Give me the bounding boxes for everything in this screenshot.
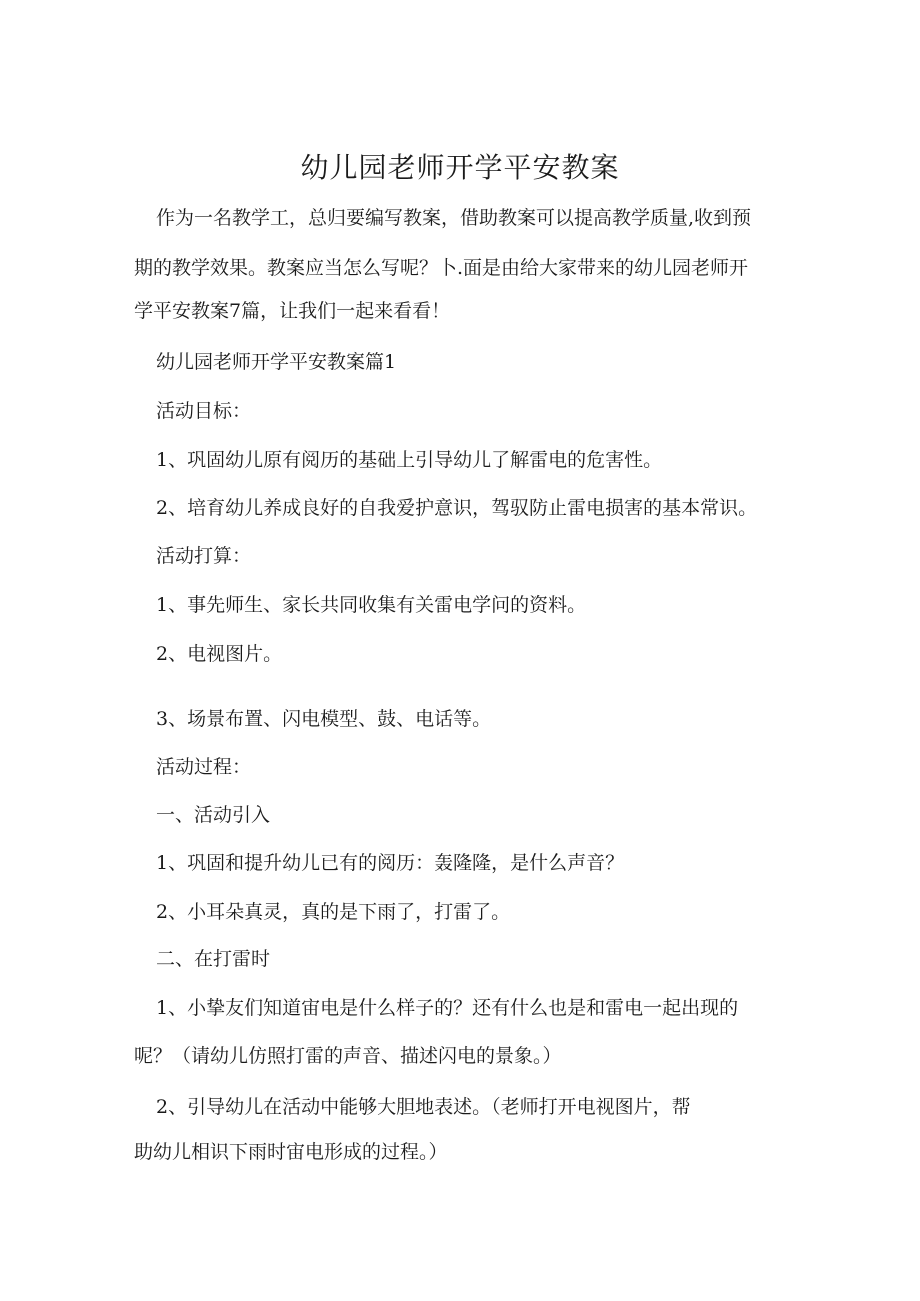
intro-line-1: 作为一名教学工，总归要编写教案，借助教案可以提高教学质量,收到预 — [156, 207, 752, 229]
document-title: 幼儿园老师开学平安教案 — [300, 151, 620, 184]
intro-line-3: 学平安教案7篇，让我们一起来看看！ — [134, 300, 451, 322]
paragraph-line: 2、电视图片。 — [156, 643, 283, 665]
paragraph-line: 1、小挚友们知道宙电是什么样子的？还有什么也是和雷电一起出现的 — [156, 997, 739, 1019]
paragraph-line: 活动目标： — [156, 400, 252, 422]
paragraph-line: 助幼儿相识下雨时宙电形成的过程。） — [134, 1141, 448, 1163]
intro-line-2: 期的教学效果。教案应当怎么写呢？卜.面是由给大家带来的幼儿园老师开 — [134, 257, 749, 279]
paragraph-line: 1、巩固幼儿原有阅历的基础上引导幼儿了解雷电的危害性。 — [156, 449, 663, 471]
section-heading: 幼儿园老师开学平安教案篇1 — [156, 351, 397, 373]
paragraph-line: 2、培育幼儿养成良好的自我爱护意识，驾驭防止雷电损害的基本常识。 — [156, 497, 758, 519]
paragraph-line: 活动打算： — [156, 545, 252, 567]
paragraph-line: 呢？（请幼儿仿照打雷的声音、描述闪电的景象。） — [134, 1045, 562, 1067]
paragraph-line: 活动过程： — [156, 756, 252, 778]
paragraph-line: 3、场景布置、闪电模型、鼓、电话等。 — [156, 708, 492, 730]
paragraph-line: 二、在打雷时 — [156, 948, 271, 970]
paragraph-line: 1、巩固和提升幼儿已有的阅历：轰隆隆，是什么声音？ — [156, 852, 625, 874]
paragraph-line: 2、引导幼儿在活动中能够大胆地表述。（老师打开电视图片，帮 — [156, 1096, 691, 1118]
paragraph-line: 一、活动引入 — [156, 804, 271, 826]
paragraph-line: 1、事先师生、家长共同收集有关雷电学问的资料。 — [156, 594, 587, 616]
paragraph-line: 2、小耳朵真灵，真的是下雨了，打雷了。 — [156, 901, 511, 923]
